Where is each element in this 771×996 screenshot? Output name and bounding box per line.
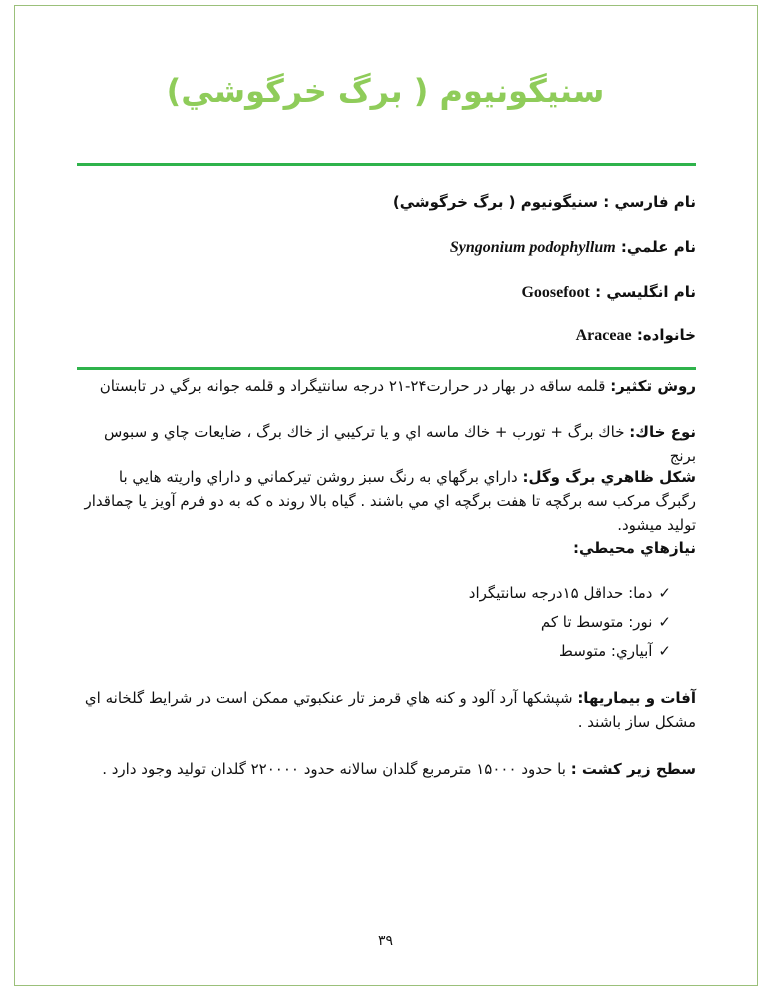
- divider-middle: [77, 367, 696, 370]
- list-item: [469, 579, 671, 608]
- soil-text: خاك برگ + تورب + خاك ماسه اي و يا تركيبي از خاك برگ ، ضايعات چاي و سبوس برنج: [103, 423, 696, 465]
- persian-name-row: [77, 190, 696, 214]
- appearance-text: داراي برگهاي به رنگ سبز روشن تيركماني و داراي واريته هايي با رگبرگ مركب سه برگچه تا هفت برگچه اي مي باشند . گياه بالا روند ه كه به دو فرم آويز يا چماقدار توليد ميشود.: [84, 468, 696, 534]
- propagation-paragraph: [77, 374, 696, 398]
- soil-paragraph: [77, 420, 696, 468]
- english-name-value: Goosefoot: [521, 284, 590, 301]
- list-item: [469, 608, 671, 637]
- area-label: سطح زير كشت :: [570, 760, 696, 778]
- checkmark-icon: ✓: [658, 613, 671, 631]
- soil-label: نوع خاك:: [629, 423, 696, 441]
- light-item: نور: متوسط تا كم: [540, 613, 653, 631]
- scientific-name-row: [77, 235, 696, 260]
- watering-item: آبياري: متوسط: [559, 642, 653, 660]
- temperature-item: دما: حداقل ۱۵درجه سانتيگراد: [468, 584, 653, 602]
- scientific-name-value: Syngonium podophyllum: [449, 239, 616, 256]
- divider-top: [77, 163, 696, 166]
- environment-heading: نيازهاي محيطي:: [572, 539, 696, 557]
- persian-name-value: سنيگونيوم ( برگ خرگوشي): [392, 193, 599, 211]
- page-title: سنيگونيوم ( برگ خرگوشي): [166, 72, 605, 110]
- family-value: Araceae: [575, 327, 632, 344]
- list-item: [469, 637, 671, 666]
- english-name-label: نام انگليسي :: [595, 283, 696, 301]
- family-label: خانواده:: [636, 326, 696, 344]
- persian-name-label: نام فارسي :: [603, 193, 696, 211]
- area-text: با حدود ۱۵۰۰۰ مترمربع گلدان سالانه حدود ۲۲۰۰۰۰ گلدان توليد وجود دارد .: [102, 760, 566, 778]
- family-row: [77, 323, 696, 348]
- appearance-label: شكل ظاهري برگ وگل:: [522, 468, 696, 486]
- propagation-text: قلمه ساقه در بهار در حرارت۲۴-۲۱ درجه سانتيگراد و قلمه جوانه برگي در تابستان: [99, 377, 606, 395]
- checkmark-icon: ✓: [658, 584, 671, 602]
- appearance-paragraph: [77, 465, 696, 537]
- pests-paragraph: [77, 686, 696, 734]
- checkmark-icon: ✓: [658, 642, 671, 660]
- scientific-name-label: نام علمي:: [620, 238, 696, 256]
- environment-list: [469, 579, 671, 666]
- english-name-row: [77, 280, 696, 305]
- page-number: ۳۹: [377, 933, 394, 949]
- pests-label: آفات و بيماريها:: [577, 689, 696, 707]
- cultivation-area-paragraph: [77, 757, 696, 781]
- propagation-label: روش تكثير:: [610, 377, 696, 395]
- pests-text: شپشكها آرد آلود و كنه هاي قرمز تار عنكبوتي ممكن است در شرايط گلخانه اي مشكل ساز باشند .: [84, 689, 696, 731]
